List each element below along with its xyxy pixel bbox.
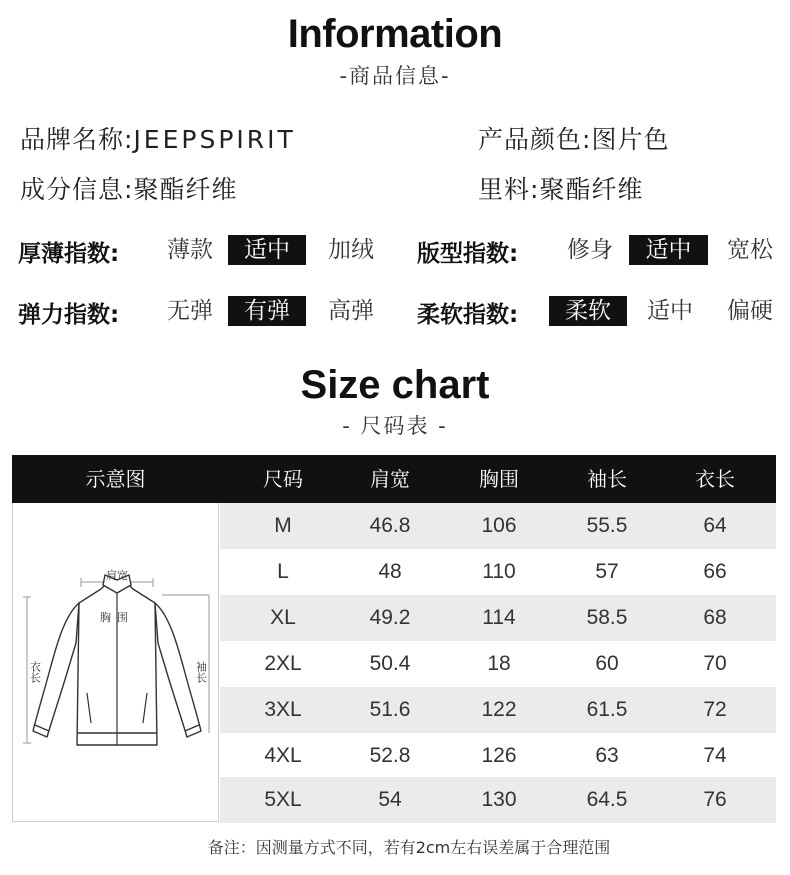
lining-spec [478,170,643,206]
cell-size: 2XL [264,652,302,675]
cell-shoulder: 46.8 [369,514,411,537]
cell-chest: 110 [482,560,516,583]
fit-option-slim: 修身 [567,237,613,263]
cell-size: M [274,514,292,537]
brand-label: 品牌名称: [20,125,134,154]
thickness-index-label: 厚薄指数: [18,241,120,267]
color-spec [478,120,669,156]
cell-sleeve: 63 [595,744,619,767]
cell-shoulder: 54 [378,788,402,811]
cell-length: 72 [703,698,727,721]
elasticity-option-high: 高弹 [328,298,374,324]
header-size: 尺码 [263,467,303,491]
material-label: 成分信息: [20,175,134,204]
header-sleeve: 袖长 [587,467,627,491]
header-shoulder: 肩宽 [370,467,410,491]
cell-shoulder: 51.6 [369,698,411,721]
softness-option-stiff: 偏硬 [727,298,773,324]
size-row [220,641,776,687]
cell-length: 74 [703,744,727,767]
cell-sleeve: 55.5 [586,514,628,537]
elasticity-option-some-selected: 有弹 [228,296,306,326]
cell-chest: 130 [481,788,517,811]
cell-size: L [277,560,289,583]
diagram-chest-label: 胸围 [100,611,134,624]
lining-label: 里料: [478,175,540,204]
cell-length: 66 [703,560,727,583]
header-length: 衣长 [695,467,735,491]
cell-shoulder: 48 [378,560,402,583]
lining-value: 聚酯纤维 [539,175,644,204]
color-value: 图片色 [591,125,670,154]
softness-option-medium: 适中 [647,298,693,324]
cell-length: 64 [703,514,727,537]
diagram-sleeve-label: 袖长 [194,661,208,683]
brand-value: JEEPSPIRIT [133,125,296,154]
cell-shoulder: 50.4 [369,652,411,675]
cell-size: XL [270,606,296,629]
softness-index-label: 柔软指数: [417,302,519,328]
elasticity-index-label: 弹力指数: [18,302,120,328]
fit-index-label: 版型指数: [417,241,519,267]
cell-size: 5XL [264,788,302,811]
cell-chest: 114 [482,606,516,629]
cell-sleeve: 58.5 [586,606,628,629]
size-row [220,549,776,595]
fit-option-medium-selected: 适中 [629,235,708,265]
softness-option-soft-selected: 柔软 [549,296,627,326]
fit-option-loose: 宽松 [727,237,773,263]
cell-sleeve: 64.5 [586,788,628,811]
cell-sleeve: 57 [595,560,619,583]
header-diagram: 示意图 [85,467,146,491]
elasticity-option-none: 无弹 [167,298,213,324]
color-label: 产品颜色: [478,125,592,154]
size-table-header [12,455,776,503]
material-value: 聚酯纤维 [133,175,238,204]
cell-size: 3XL [264,698,302,721]
measurement-note [0,835,790,858]
thickness-option-thin: 薄款 [167,237,213,263]
cell-sleeve: 60 [595,652,619,675]
cell-length: 76 [703,788,727,811]
size-row [220,687,776,733]
cell-shoulder: 49.2 [369,606,411,629]
cell-chest: 18 [487,652,511,675]
material-spec [20,170,237,206]
cell-chest: 106 [481,514,517,537]
header-chest: 胸围 [479,467,519,491]
size-chart-subtitle: - 尺码表 - [342,414,448,438]
jacket-diagram-icon [13,503,220,822]
information-title: Information [287,12,503,56]
cell-shoulder: 52.8 [369,744,411,767]
measurement-note-text: 备注：因测量方式不同，若有2cm左右误差属于合理范围 [207,838,611,857]
cell-size: 4XL [264,744,302,767]
diagram-length-label: 衣长 [28,661,42,683]
thickness-option-fleece: 加绒 [328,237,374,263]
cell-chest: 126 [481,744,517,767]
information-subtitle: -商品信息- [339,64,451,88]
size-row [220,777,776,823]
size-row [220,733,776,779]
cell-chest: 122 [481,698,517,721]
jacket-diagram-cell [12,503,219,822]
thickness-option-medium-selected: 适中 [228,235,306,265]
size-row [220,503,776,549]
cell-sleeve: 61.5 [586,698,628,721]
size-chart-title: Size chart [300,363,490,407]
size-row [220,595,776,641]
cell-length: 70 [703,652,727,675]
cell-length: 68 [703,606,727,629]
brand-spec [20,120,296,156]
diagram-shoulder-label: 肩宽 [106,569,128,582]
